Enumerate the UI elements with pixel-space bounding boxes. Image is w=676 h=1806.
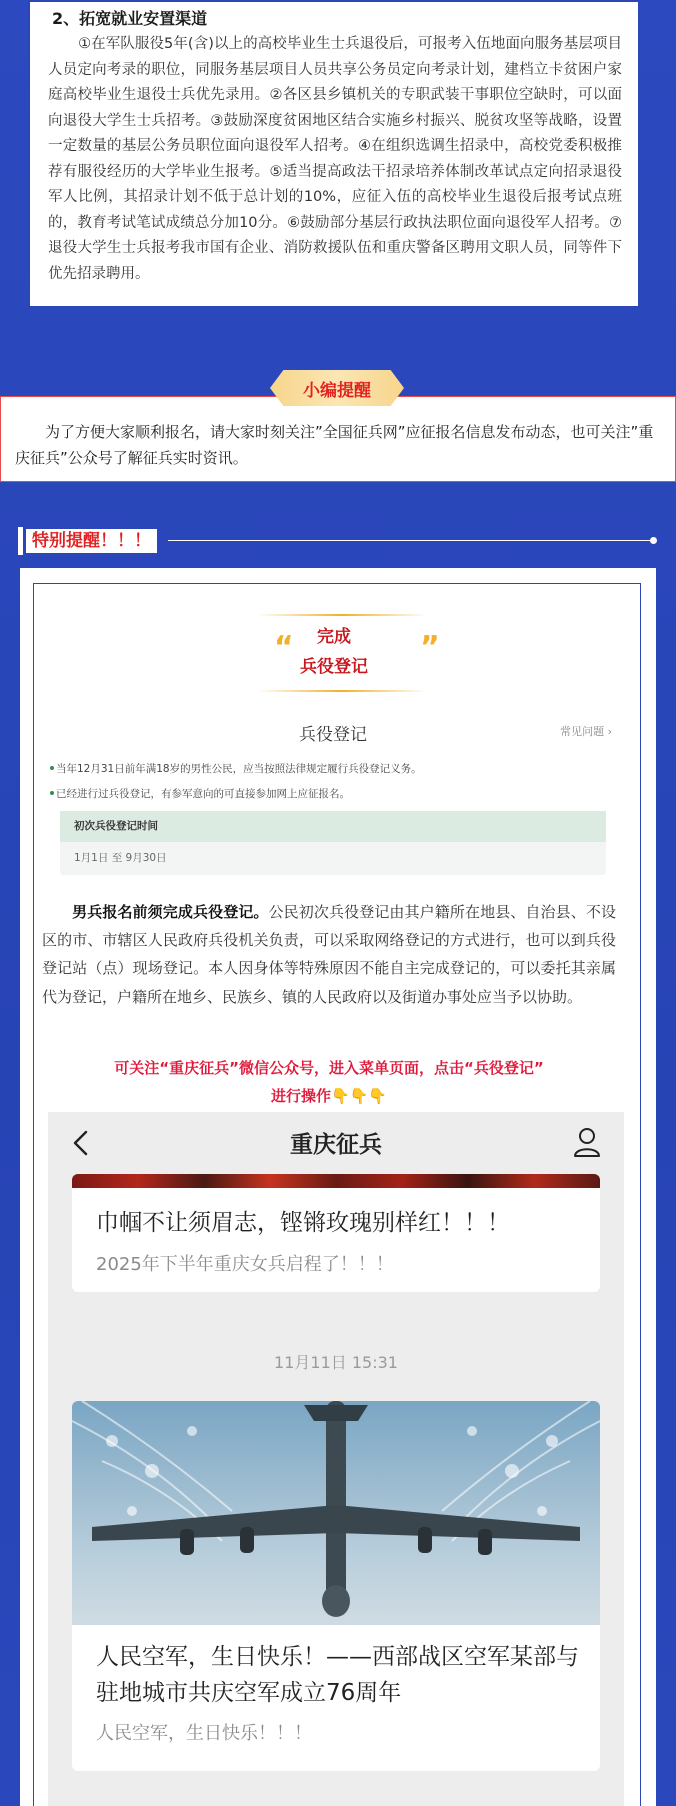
section-heading: 2、拓宽就业安置渠道: [52, 9, 208, 28]
alert-label: 特别提醒！！！: [26, 529, 157, 553]
article-subtitle: 人民空军，生日快乐！！！: [96, 1723, 312, 1744]
follow-tip-line1: 可关注“重庆征兵”微信公众号，进入菜单页面，点击“兵役登记”: [114, 1059, 544, 1077]
section-body: [48, 32, 622, 287]
alert-bar: [18, 527, 23, 555]
banner-title: [274, 622, 394, 682]
registration-time-box: [60, 811, 606, 875]
follow-tip-line2: 进行操作: [270, 1087, 331, 1105]
pointing-down-icon: 👇👇👇: [330, 1087, 388, 1105]
open-quote-icon: “: [274, 630, 294, 665]
reminder-box: [0, 396, 676, 482]
banner-line1: 完成: [317, 627, 351, 647]
reminder-badge-label: 小编提醒: [303, 380, 371, 401]
article-card[interactable]: [72, 1174, 600, 1292]
article-card[interactable]: [72, 1401, 600, 1771]
alert-dot: [650, 537, 657, 544]
aircraft-illustration: [72, 1401, 600, 1625]
bullet-item: 已经进行过兵役登记，有参军意向的可直接参加网上应征报名。: [56, 788, 350, 800]
article-title[interactable]: 人民空军，生日快乐！——西部战区空军某部与驻地城市共庆空军成立76周年: [96, 1644, 579, 1706]
wechat-account-screenshot: [48, 1112, 624, 1806]
article-image-strip: [72, 1174, 600, 1188]
registration-body: 公民初次兵役登记由其户籍所在地县、自治县、不设区的市、市辖区人民政府兵役机关负责，可以采取网络登记的方式进行，也可以到兵役登记站（点）现场登记。本人因身体等特殊原因不能自主完成登记的，可以委托其亲属代为登记，户籍所在地乡、民族乡、镇的人民政府以及街道办事处应当予以协助。: [42, 903, 616, 1006]
phone-nav-bar: [48, 1112, 624, 1174]
bullet-item: 当年12月31日前年满18岁的男性公民，应当按照法律规定履行兵役登记义务。: [56, 763, 422, 775]
reminder-text: 为了方便大家顺利报名，请大家时刻关注”全国征兵网”应征报名信息发布动态，也可关注”重庆征兵”公众号了解征兵实时资讯。: [15, 423, 654, 467]
alert-divider: [168, 540, 652, 541]
article-subtitle: 2025年下半年重庆女兵启程了！！！: [96, 1254, 394, 1275]
time-value: 1月1日 至 9月30日: [74, 852, 167, 864]
time-header: 初次兵役登记时间: [60, 811, 606, 842]
follow-tip: [42, 1054, 616, 1110]
editor-reminder: [0, 370, 676, 482]
user-icon[interactable]: [572, 1126, 602, 1158]
registration-screenshot: [42, 608, 624, 890]
reminder-badge: [270, 370, 404, 406]
registration-bold-lead: 男兵报名前须完成兵役登记。: [72, 903, 269, 921]
registration-title: 兵役登记: [299, 725, 367, 745]
account-title: 重庆征兵: [290, 1132, 382, 1158]
aircraft-image: [72, 1401, 600, 1625]
registration-paragraph: [42, 898, 616, 1011]
banner-line-bottom: [257, 690, 427, 692]
special-alert-header: [18, 527, 658, 555]
article-title[interactable]: 巾帼不让须眉志，铿锵玫瑰别样红！！！: [96, 1210, 510, 1236]
section-body-text: ①在军队服役5年(含)以上的高校毕业生士兵退役后，可报考入伍地面向服务基层项目人员定向考录的职位，同服务基层项目人员共享公务员定向考录计划，建档立卡贫困户家庭高校毕业生退役士兵优先录用。②各区县乡镇机关的专职武装干事职位空缺时，可以面向退役大学生士兵招考。③鼓励深度贫困地区结合实施乡村振兴、脱贫攻坚等战略，设置一定数量的基层公务员职位面向退役军人招考。④在组织选调生招录中，高校党委积极推荐有服役经历的大学毕业生报考。⑤适当提高政法干招录培养体制改革试点定向招录退役军人比例，其招录计划不低于总计划的10%，应征入伍的高校毕业生退役后报考试点班的，教育考试笔试成绩总分加10分。⑥鼓励部分基层行政执法职位面向退役军人招考。⑦退役大学生士兵报考我市国有企业、消防救援队伍和重庆警备区聘用文职人员，同等件下优先招录聘用。: [48, 36, 622, 282]
employment-section-card: [28, 0, 640, 308]
faq-link[interactable]: 常见问题 ›: [560, 725, 612, 738]
banner-line2: 兵役登记: [300, 657, 368, 677]
close-quote-icon: ”: [420, 630, 440, 665]
message-timestamp: 11月11日 15:31: [274, 1353, 398, 1372]
banner-line-top: [257, 614, 427, 616]
